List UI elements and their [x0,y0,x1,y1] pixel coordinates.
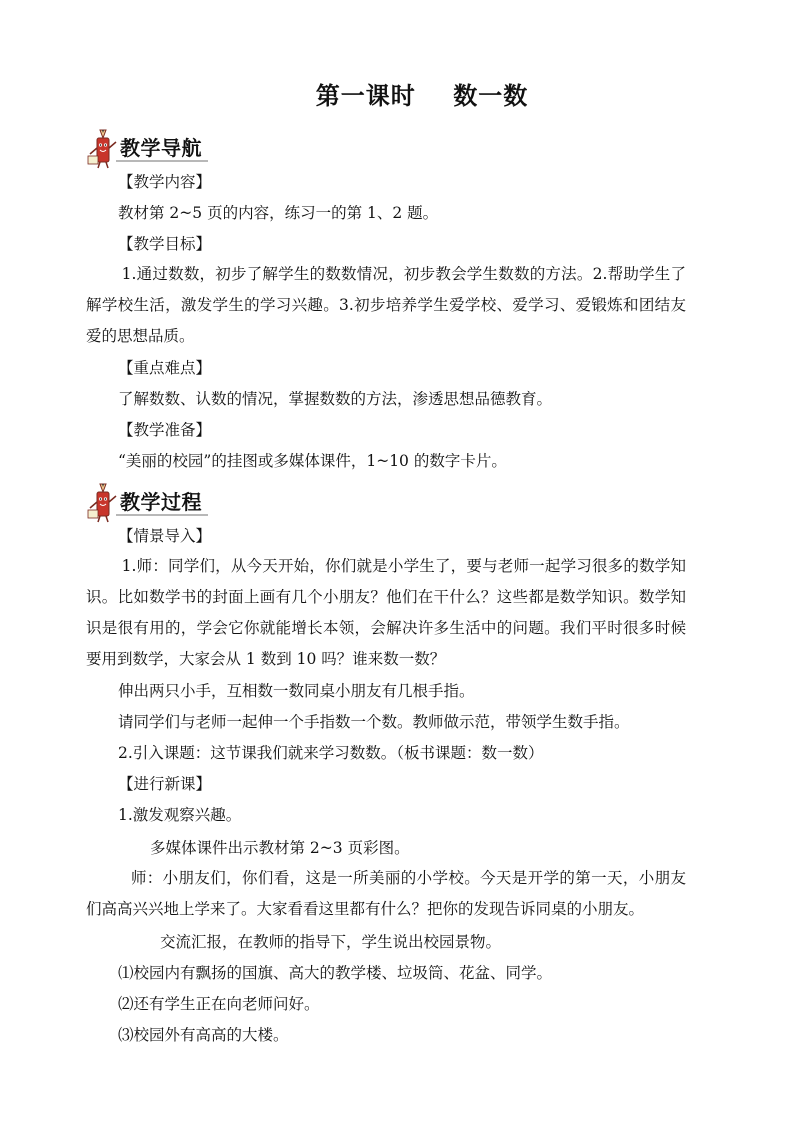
label-scene-intro: 【情景导入】 [118,527,212,545]
section-heading-teaching-guide [86,128,226,172]
label-new-lesson: 【进行新课】 [118,775,212,793]
text-new-p1: 1.激发观察兴趣。 [118,806,242,824]
text-intro-p1: 1.师：同学们，从今天开始，你们就是小学生了，要与老师一起学习很多的数学知识。比如数学书的封面上画有几个小朋友？他们在干什么？这些都是数学知识。数学知识是很有用的，学会它你就能增长本领，会解决许多生活中的问题。我们平时很多时候要用到数学，大家会从 1 数到 10 吗？谁来数一数？ [86,557,686,668]
label-teaching-content: 【教学内容】 [118,173,212,191]
text-teaching-content: 教材第 2~5 页的内容，练习一的第 1、2 题。 [118,204,439,222]
text-new-p6: ⑵还有学生正在向老师问好。 [118,995,320,1013]
section-heading-underline [116,160,208,162]
text-key-difficult: 了解数数、认数的情况，掌握数数的方法，渗透思想品德教育。 [118,390,553,408]
text-new-p4: 交流汇报，在教师的指导下，学生说出校园景物。 [160,933,502,951]
page-title: 第一课时 数一数 [315,81,529,110]
pencil-mascot-icon [86,482,120,524]
text-intro-p2: 伸出两只小手，互相数一数同桌小朋友有几根手指。 [118,682,475,700]
section-heading-label: 教学过程 [120,490,202,514]
section-heading-label: 教学导航 [120,136,202,160]
text-new-p7: ⑶校园外有高高的大楼。 [118,1026,289,1044]
text-new-p3: 师：小朋友们，你们看，这是一所美丽的小学校。今天是开学的第一天，小朋友们高高兴兴地上学来了。大家看看这里都有什么？把你的发现告诉同桌的小朋友。 [86,869,686,918]
section-heading-teaching-process [86,482,226,526]
text-teaching-goals: 1.通过数数，初步了解学生的数数情况，初步教会学生数数的方法。2.帮助学生了解学校生活，激发学生的学习兴趣。3.初步培养学生爱学校、爱学习、爱锻炼和团结友爱的思想品质。 [86,265,686,345]
text-intro-p3: 请同学们与老师一起伸一个手指数一个数。教师做示范，带领学生数手指。 [118,713,630,731]
label-teaching-goals: 【教学目标】 [118,235,212,253]
text-new-p2: 多媒体课件出示教材第 2~3 页彩图。 [150,839,410,857]
label-key-difficult: 【重点难点】 [118,359,212,377]
text-teaching-prep: “美丽的校园”的挂图或多媒体课件，1~10 的数字卡片。 [118,452,507,470]
pencil-mascot-icon [86,128,120,170]
text-new-p5: ⑴校园内有飘扬的国旗、高大的教学楼、垃圾筒、花盆、同学。 [118,964,553,982]
text-intro-p4: 2.引入课题：这节课我们就来学习数数。（板书课题：数一数） [118,744,544,762]
section-heading-underline [116,514,208,516]
label-teaching-prep: 【教学准备】 [118,421,212,439]
